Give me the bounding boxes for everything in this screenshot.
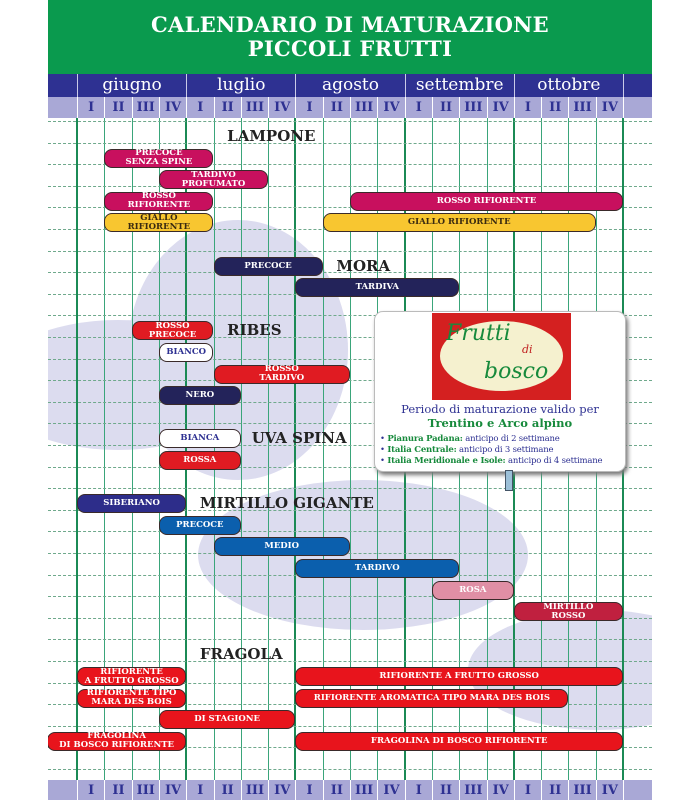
ripening-bar: ROSSO RIFIORENTE bbox=[104, 192, 213, 211]
week-label: I bbox=[295, 780, 322, 800]
week-label: IV bbox=[596, 97, 623, 118]
week-label: IV bbox=[159, 97, 186, 118]
ripening-bar: GIALLO RIFIORENTE bbox=[104, 213, 213, 232]
ripening-bar: PRECOCE SENZA SPINE bbox=[104, 149, 213, 168]
group-title-mora: MORA bbox=[336, 256, 391, 275]
month-row bbox=[48, 74, 652, 97]
ripening-bar: FRAGOLINA DI BOSCO RIFIORENTE bbox=[48, 732, 186, 751]
week-label: IV bbox=[377, 97, 404, 118]
week-label: III bbox=[132, 97, 159, 118]
week-label: I bbox=[514, 780, 541, 800]
ripening-calendar bbox=[48, 0, 652, 800]
ripening-bar: BIANCO bbox=[159, 343, 214, 362]
ripening-bar: TARDIVA bbox=[295, 278, 459, 297]
info-box-stand bbox=[505, 470, 513, 491]
month-luglio: luglio bbox=[186, 74, 295, 97]
frutti-di-bosco-logo bbox=[432, 313, 571, 400]
ripening-bar: MEDIO bbox=[214, 537, 351, 556]
week-label: II bbox=[432, 97, 459, 118]
grid-line-horizontal bbox=[48, 769, 652, 770]
grid-line-horizontal bbox=[48, 596, 652, 597]
month-spacer bbox=[623, 74, 652, 97]
week-label: III bbox=[568, 780, 595, 800]
group-title-lampone: LAMPONE bbox=[227, 127, 316, 145]
ripening-bar: ROSSA bbox=[159, 451, 241, 470]
week-label: I bbox=[186, 780, 213, 800]
week-label: IV bbox=[159, 780, 186, 800]
grid-line-horizontal bbox=[48, 553, 652, 554]
week-label: II bbox=[104, 97, 131, 118]
ripening-bar: DI STAGIONE bbox=[159, 710, 296, 729]
title-line-1: CALENDARIO DI MATURAZIONE bbox=[151, 12, 549, 37]
grid-line-horizontal bbox=[48, 639, 652, 640]
week-label: III bbox=[350, 780, 377, 800]
week-label: IV bbox=[596, 780, 623, 800]
title-line-2: PICCOLI FRUTTI bbox=[247, 36, 453, 61]
week-label: III bbox=[459, 780, 486, 800]
week-label: II bbox=[104, 780, 131, 800]
week-label: II bbox=[541, 97, 568, 118]
grid-line-horizontal bbox=[48, 661, 652, 662]
grid-line-horizontal bbox=[48, 121, 652, 122]
ripening-bar: RIFIORENTE A FRUTTO GROSSO bbox=[77, 667, 186, 686]
week-label: I bbox=[77, 97, 104, 118]
week-label: IV bbox=[268, 97, 295, 118]
note-item: • Pianura Padana: anticipo di 2 settimane bbox=[380, 434, 560, 444]
month-giugno: giugno bbox=[77, 74, 186, 97]
ripening-bar: GIALLO RIFIORENTE bbox=[323, 213, 596, 232]
grid-line-horizontal bbox=[48, 186, 652, 187]
week-label: II bbox=[214, 780, 241, 800]
region-notes bbox=[380, 434, 602, 467]
grid-line-vertical bbox=[241, 118, 242, 780]
ripening-bar: TARDIVO bbox=[295, 559, 459, 578]
group-title-mirtillo-gigante: MIRTILLO GIGANTE bbox=[199, 494, 374, 513]
week-label: I bbox=[186, 97, 213, 118]
week-label: I bbox=[405, 97, 432, 118]
group-title-ribes: RIBES bbox=[227, 321, 282, 340]
ripening-bar: TARDIVO PROFUMATO bbox=[159, 170, 268, 189]
validity-region: Trentino e Arco alpino bbox=[427, 416, 573, 430]
ripening-bar: MIRTILLO ROSSO bbox=[514, 602, 623, 621]
grid-line-horizontal bbox=[48, 251, 652, 252]
grid-line-vertical bbox=[268, 118, 269, 780]
ripening-bar: BIANCA bbox=[159, 429, 241, 448]
ripening-bar: ROSSO RIFIORENTE bbox=[350, 192, 623, 211]
week-label: II bbox=[323, 780, 350, 800]
ripening-bar: PRECOCE bbox=[214, 257, 323, 276]
week-label: III bbox=[350, 97, 377, 118]
info-box bbox=[374, 311, 626, 472]
ripening-bar: NERO bbox=[159, 386, 241, 405]
logo-word-bosco: bosco bbox=[484, 359, 549, 384]
ripening-bar: PRECOCE bbox=[159, 516, 241, 535]
week-label: IV bbox=[487, 780, 514, 800]
ripening-bar: ROSA bbox=[432, 581, 514, 600]
note-item: • Italia Centrale: anticipo di 3 settimane bbox=[380, 445, 554, 455]
week-spacer bbox=[623, 97, 652, 118]
note-item: • Italia Meridionale e Isole: anticipo di 4 settimane bbox=[380, 456, 603, 466]
month-ottobre: ottobre bbox=[514, 74, 623, 97]
ripening-bar: SIBERIANO bbox=[77, 494, 186, 513]
grid-line-horizontal bbox=[48, 143, 652, 144]
grid-line-horizontal bbox=[48, 488, 652, 489]
logo-word-frutti: Frutti bbox=[446, 321, 511, 346]
grid-line-vertical bbox=[214, 118, 215, 780]
ripening-bar: RIFIORENTE TIPO MARA DES BOIS bbox=[77, 689, 186, 708]
week-label: I bbox=[405, 780, 432, 800]
week-row-bottom bbox=[48, 780, 652, 800]
week-label: II bbox=[541, 780, 568, 800]
group-title-fragola: FRAGOLA bbox=[199, 645, 283, 664]
week-label: II bbox=[323, 97, 350, 118]
week-label: II bbox=[432, 780, 459, 800]
ripening-bar: FRAGOLINA DI BOSCO RIFIORENTE bbox=[295, 732, 623, 751]
page-title bbox=[48, 0, 652, 74]
month-agosto: agosto bbox=[295, 74, 404, 97]
grid-line-horizontal bbox=[48, 531, 652, 532]
week-label: IV bbox=[487, 97, 514, 118]
week-spacer bbox=[623, 780, 652, 800]
month-settembre: settembre bbox=[405, 74, 514, 97]
ripening-bar: RIFIORENTE A FRUTTO GROSSO bbox=[295, 667, 623, 686]
ripening-bar: ROSSO PRECOCE bbox=[132, 321, 214, 340]
logo-word-di: di bbox=[522, 343, 533, 356]
week-label: III bbox=[459, 97, 486, 118]
week-label: I bbox=[514, 97, 541, 118]
week-label: IV bbox=[268, 780, 295, 800]
week-label: III bbox=[241, 97, 268, 118]
week-label: III bbox=[568, 97, 595, 118]
week-label: IV bbox=[377, 780, 404, 800]
group-title-uva-spina: UVA SPINA bbox=[251, 429, 347, 448]
week-label: III bbox=[132, 780, 159, 800]
validity-text: Periodo di maturazione valido per bbox=[401, 402, 599, 416]
ripening-bar: RIFIORENTE AROMATICA TIPO MARA DES BOIS bbox=[295, 689, 568, 708]
week-row-top bbox=[48, 97, 652, 118]
ripening-bar: ROSSO TARDIVO bbox=[214, 365, 351, 384]
week-label: I bbox=[77, 780, 104, 800]
week-label: II bbox=[214, 97, 241, 118]
grid-line-horizontal bbox=[48, 726, 652, 727]
week-label: III bbox=[241, 780, 268, 800]
week-label: I bbox=[295, 97, 322, 118]
